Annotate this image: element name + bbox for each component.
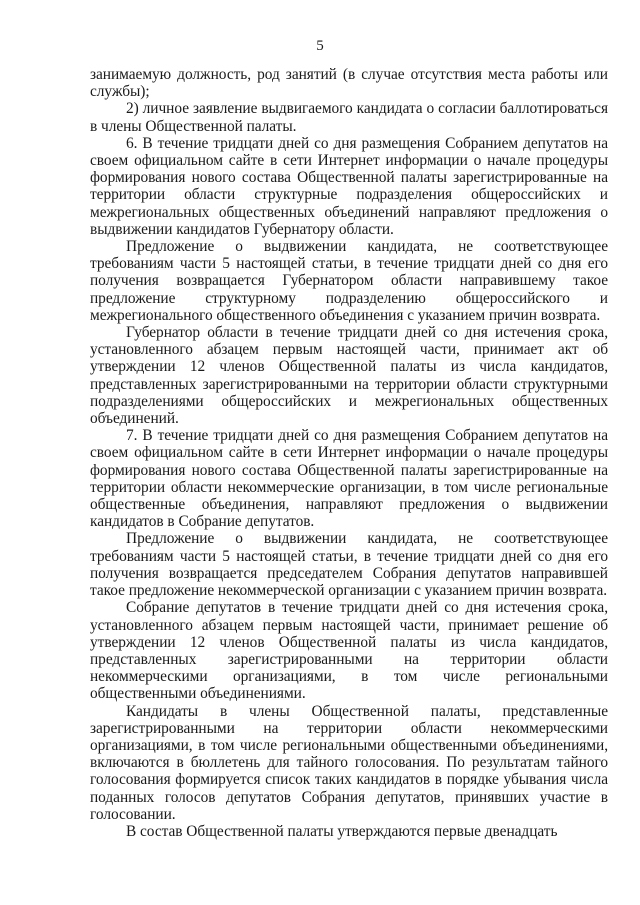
- paragraph: Предложение о выдвижении кандидата, не соответствующее требованиям части 5 настоящей статьи, в течение тридцати дней со дня его получения возвращается Губернатором области направившему такое предложение структурному подразделению общероссийского и межрегионального общественного объединения с указанием причин возврата.: [90, 238, 608, 324]
- paragraph: Предложение о выдвижении кандидата, не соответствующее требованиям части 5 настоящей статьи, в течение тридцати дней со дня его получения возвращается председателем Собрания депутатов направившей такое предложение некоммерческой организации с указанием причин возврата.: [90, 530, 608, 600]
- paragraph: 2) личное заявление выдвигаемого кандидата о согласии баллотироваться в члены Общественной палаты.: [90, 100, 608, 135]
- paragraph: В состав Общественной палаты утверждаются первые двенадцать: [126, 822, 558, 840]
- paragraph: 7. В течение тридцати дней со дня размещения Собранием депутатов на своем официальном сайте в сети Интернет информации о начале процедуры формирования нового состава Общественной палаты зарегистрированные на территории области некоммерческие организации, в том числе региональные общественные объединения, направляют предложения о выдвижении кандидатов в Собрание депутатов.: [90, 427, 608, 531]
- paragraph: занимаемую должность, род занятий (в случае отсутствия места работы или службы);: [90, 66, 608, 101]
- paragraph: Кандидаты в члены Общественной палаты, представленные зарегистрированными на территории области некоммерческими организациями, в том числе региональными общественными объединениями, включаются в бюллетень для тайного голосования. По результатам тайного голосования формируется список таких кандидатов в порядке убывания числа поданных голосов депутатов Собрания депутатов, принявших участие в голосовании.: [90, 702, 608, 823]
- paragraph: 6. В течение тридцати дней со дня размещения Собранием депутатов на своем официальном сайте в сети Интернет информации о начале процедуры формирования нового состава Общественной палаты зарегистрированные на территории области структурные подразделения общероссийских и межрегиональных общественных объединений направляют предложения о выдвижении кандидатов Губернатору области.: [90, 134, 608, 238]
- page-number: 5: [316, 38, 324, 54]
- paragraph: Собрание депутатов в течение тридцати дней со дня истечения срока, установленного абзацем первым настоящей части, принимает решение об утверждении 12 членов Общественной палаты из числа кандидатов, представленных зарегистрированными на территории области некоммерческими организациями, в том числе региональными общественными объединениями.: [90, 599, 608, 703]
- document-body: [90, 66, 608, 840]
- paragraph: Губернатор области в течение тридцати дней со дня истечения срока, установленного абзацем первым настоящей части, принимает акт об утверждении 12 членов Общественной палаты из числа кандидатов, представленных зарегистрированными на территории области структурными подразделениями общероссийских и межрегиональных общественных объединений.: [90, 324, 608, 428]
